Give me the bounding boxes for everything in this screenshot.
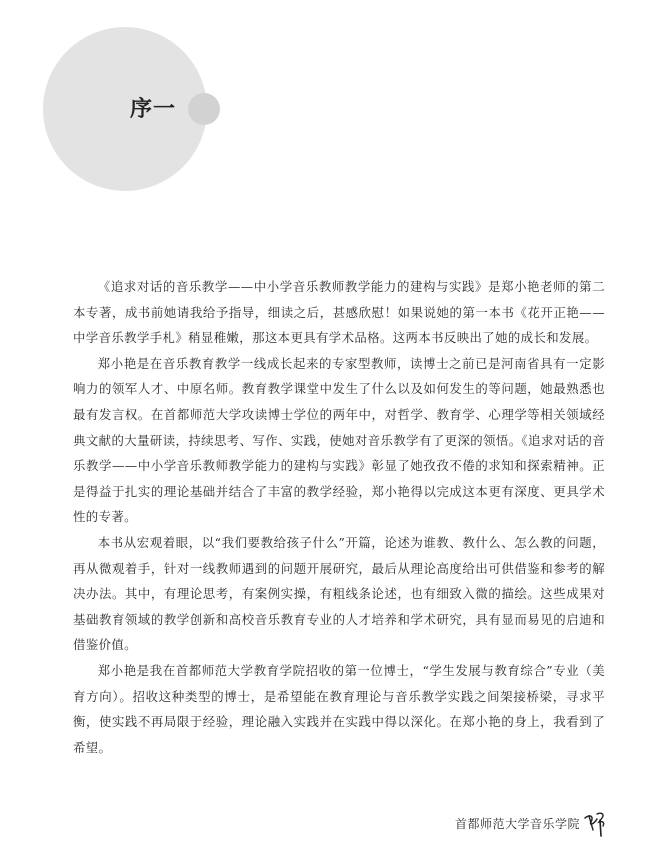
decorative-large-circle bbox=[43, 27, 207, 191]
paragraph-4: 郑小艳是我在首都师范大学教育学院招收的第一位博士，“学生发展与教育综合”专业（美育方向）。招收这种类型的博士，是希望能在教育理论与音乐教学实践之间架接桥梁，寻求平衡，使实践不再局限于经验，理论融入实践并在实践中得以深化。在郑小艳的身上，我看到了希望。 bbox=[73, 662, 605, 755]
page-title: 序一 bbox=[130, 96, 177, 122]
handwritten-signature-icon bbox=[582, 808, 608, 838]
paragraph-3: 本书从宏观着眼，以“我们要教给孩子什么”开篇，论述为谁教、教什么、怎么教的问题，再从微观着手，针对一线教师遇到的问题开展研究，最后从理论高度给出可供借鉴和参考的解决办法。其中，有理论思考，有案例实操，有粗线条论述，也有细致入微的描绘。这些成果对基础教育领域的教学创新和高校音乐教育专业的人才培养和学术研究，具有显而易见的启迪和借鉴价值。 bbox=[73, 534, 605, 653]
signature-block bbox=[455, 808, 608, 838]
body-text bbox=[73, 274, 605, 760]
decorative-small-circle bbox=[188, 93, 220, 125]
paragraph-1: 《追求对话的音乐教学——中小学音乐教师教学能力的建构与实践》是郑小艳老师的第二本专著，成书前她请我给予指导，细读之后，甚感欣慰！如果说她的第一本书《花开正艳——中学音乐教学手札》稍显稚嫩，那这本更具有学术品格。这两本书反映出了她的成长和发展。 bbox=[73, 279, 605, 346]
paragraph-2: 郑小艳是在音乐教育教学一线成长起来的专家型教师，读博士之前已是河南省具有一定影响力的领军人才、中原名师。教育教学课堂中发生了什么以及如何发生的等问题，她最熟悉也最有发言权。在首都师范大学攻读博士学位的两年中，对哲学、教育学、心理学等相关领域经典文献的大量研读，持续思考、写作、实践，使她对音乐教学有了更深的领悟。《追求对话的音乐教学——中小学音乐教师教学能力的建构与实践》彰显了她孜孜不倦的求知和探索精神。正是得益于扎实的理论基础并结合了丰富的教学经验，郑小艳得以完成这本更有深度、更具学术性的专著。 bbox=[73, 355, 605, 525]
signature-affiliation: 首都师范大学音乐学院 bbox=[454, 816, 580, 831]
